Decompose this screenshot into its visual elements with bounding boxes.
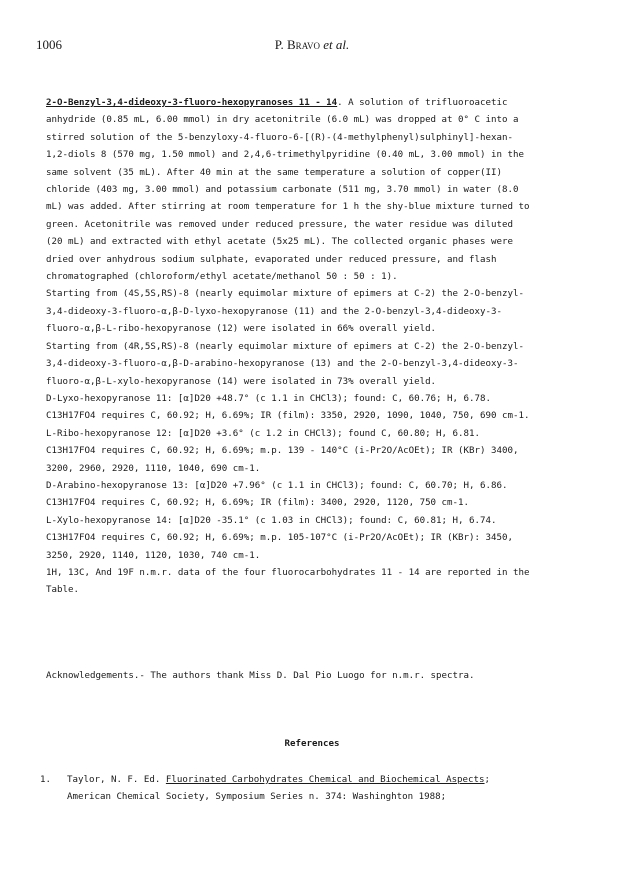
data-line: 1H, 13C, And 19F n.m.r. data of the four fluorocarbohydrates 11 - 14 are reported in the bbox=[46, 567, 530, 578]
reference-line: Taylor, N. F. Ed. Fluorinated Carbohydrates Chemical and Biochemical Aspects; bbox=[67, 775, 491, 785]
running-title-author: Bravo bbox=[287, 37, 321, 52]
reference-line: American Chemical Society, Symposium Series n. 374: Washinghton 1988; bbox=[67, 792, 447, 803]
data-line: C13H17FO4 requires C, 60.92; H, 6.69%; m.p. 139 - 140°C (i-Pr2O/AcOEt); IR (KBr) 3400, bbox=[46, 446, 519, 457]
paragraph-line: Starting from (4S,5S,RS)-8 (nearly equimolar mixture of epimers at C-2) the 2-O-benzyl- bbox=[46, 289, 524, 300]
running-title-prefix: P. bbox=[274, 37, 288, 52]
paragraph-line: Starting from (4R,5S,RS)-8 (nearly equimolar mixture of epimers at C-2) the 2-O-benzyl- bbox=[46, 341, 524, 352]
section-heading: 2-O-Benzyl-3,4-dideoxy-3-fluoro-hexopyranoses 11 - 14 bbox=[46, 98, 338, 108]
paragraph-line: anhydride (0.85 mL, 6.00 mmol) in dry acetonitrile (6.0 mL) was dropped at 0° C into a bbox=[46, 115, 519, 126]
paragraph-line: dried over anhydrous sodium sulphate, evaporated under reduced pressure, and flash bbox=[46, 254, 497, 265]
paragraph-line: chloride (403 mg, 3.00 mmol) and potassium carbonate (511 mg, 3.70 mmol) in water (8.0 bbox=[46, 185, 519, 196]
page-number: 1006 bbox=[36, 37, 62, 52]
references-list bbox=[40, 772, 586, 807]
paragraph-line: same solvent (35 mL). After 40 min at the same temperature a solution of copper(II) bbox=[46, 167, 502, 178]
running-title bbox=[0, 37, 624, 53]
data-line: D-Lyxo-hexopyranose 11: [α]D20 +48.7° (c 1.1 in CHCl3); found: C, 60.76; H, 6.78. bbox=[46, 393, 491, 404]
data-line: Table. bbox=[46, 585, 79, 596]
acknowledgements: Acknowledgements.- The authors thank Miss D. Dal Pio Luogo for n.m.r. spectra. bbox=[46, 671, 475, 681]
data-line: C13H17FO4 requires C, 60.92; H, 6.69%; m.p. 105-107°C (i-Pr2O/AcOEt); IR (KBr): 3450, bbox=[46, 533, 513, 544]
reference-item bbox=[40, 772, 586, 789]
running-title-etal: et al. bbox=[320, 37, 350, 52]
paragraph-line: fluoro-α,β-L-xylo-hexopyranose (14) were isolated in 73% overall yield. bbox=[46, 376, 437, 387]
data-line: L-Xylo-hexopyranose 14: [α]D20 -35.1° (c 1.03 in CHCl3); found: C, 60.81; H, 6.74. bbox=[46, 515, 497, 526]
paragraph-line: chromatographed (chloroform/ethyl acetate/methanol 50 : 50 : 1). bbox=[46, 272, 398, 283]
reference-item-continuation bbox=[40, 789, 586, 806]
reference-number: 1. bbox=[40, 775, 51, 785]
paragraph-line: 2-O-Benzyl-3,4-dideoxy-3-fluoro-hexopyranoses 11 - 14. A solution of trifluoroacetic bbox=[46, 98, 508, 108]
data-line: C13H17FO4 requires C, 60.92; H, 6.69%; IR (film): 3350, 2920, 1090, 1040, 750, 690 cm-1. bbox=[46, 411, 530, 422]
paragraph-line: mL) was added. After stirring at room temperature for 1 h the shy-blue mixture turned to bbox=[46, 202, 530, 213]
paragraph-line: 1,2-diols 8 (570 mg, 1.50 mmol) and 2,4,6-trimethylpyridine (0.40 mL, 3.00 mmol) in the bbox=[46, 150, 524, 161]
paragraph-line: fluoro-α,β-L-ribo-hexopyranose (12) were isolated in 66% overall yield. bbox=[46, 324, 437, 335]
reference-book-title: Fluorinated Carbohydrates Chemical and Biochemical Aspects bbox=[165, 775, 485, 785]
data-line: 3250, 2920, 1140, 1120, 1030, 740 cm-1. bbox=[46, 550, 261, 561]
references-heading: References bbox=[284, 739, 340, 749]
data-line: C13H17FO4 requires C, 60.92; H, 6.69%; IR (film): 3400, 2920, 1120, 750 cm-1. bbox=[46, 498, 470, 509]
experimental-body bbox=[46, 95, 582, 600]
paragraph-line: 3,4-dideoxy-3-fluoro-α,β-D-lyxo-hexopyranose (11) and the 2-O-benzyl-3,4-dideoxy-3- bbox=[46, 306, 502, 317]
paragraph-line: 3,4-dideoxy-3-fluoro-α,β-D-arabino-hexopyranose (13) and the 2-O-benzyl-3,4-dideoxy-3- bbox=[46, 359, 519, 370]
paragraph-line: green. Acetonitrile was removed under reduced pressure, the water residue was diluted bbox=[46, 219, 513, 230]
data-line: L-Ribo-hexopyranose 12: [α]D20 +3.6° (c 1.2 in CHCl3); found C, 60.80; H, 6.81. bbox=[46, 428, 481, 439]
data-line: D-Arabino-hexopyranose 13: [α]D20 +7.96° (c 1.1 in CHCl3); found: C, 60.70; H, 6.86. bbox=[46, 480, 508, 491]
paragraph-line: stirred solution of the 5-benzyloxy-4-fluoro-6-[(R)-(4-methylphenyl)sulphinyl]-hexan- bbox=[46, 132, 513, 143]
data-line: 3200, 2960, 2920, 1110, 1040, 690 cm-1. bbox=[46, 463, 261, 474]
paragraph-line: (20 mL) and extracted with ethyl acetate (5x25 mL). The collected organic phases were bbox=[46, 237, 513, 248]
